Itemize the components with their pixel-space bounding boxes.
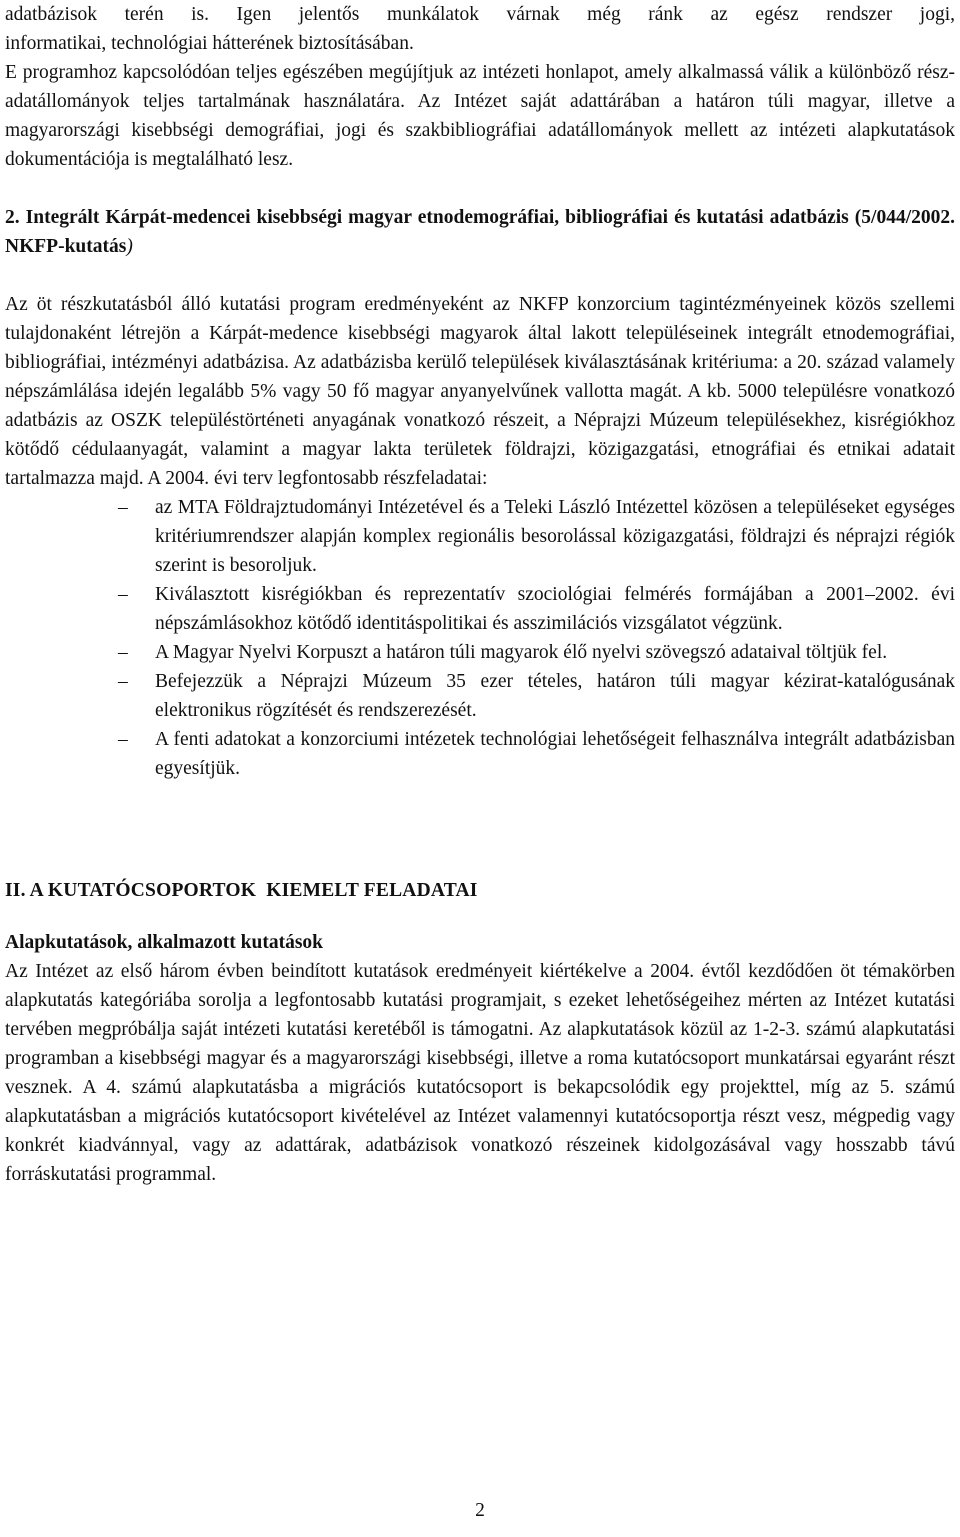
list-item-text: Befejezzük a Néprajzi Múzeum 35 ezer tételes, határon túli magyar kézirat-katalógusának elektronikus rögzítését és rendszerezését. (155, 671, 955, 721)
list-item (5, 638, 955, 667)
dash-bullet-icon: – (118, 671, 128, 692)
section-2-heading-close: ) (126, 236, 133, 257)
chapter-2-heading: II. A KUTATÓCSOPORTOK KIEMELT FELADATAI (5, 880, 478, 901)
list-item-text: A Magyar Nyelvi Korpuszt a határon túli magyarok élő nyelvi szövegszó adataival töltjük fel. (155, 642, 888, 663)
chapter-2-subheading: Alapkutatások, alkalmazott kutatások (5, 932, 324, 953)
list-item (5, 725, 955, 783)
page-number: 2 (475, 1500, 485, 1521)
list-item (5, 667, 955, 725)
intro-paragraph-1-line-1: adatbázisok terén is. Igen jelentős munkálatok várnak még ránk az egész rendszer jogi, (5, 4, 955, 25)
document-page (5, 0, 955, 1189)
list-item (5, 493, 955, 580)
section-2-heading-bold: 2. Integrált Kárpát-medencei kisebbségi magyar etnodemográfiai, bibliográfiai és kutatási adatbázis (5/044/2002. NKFP-kutatás (5, 207, 955, 257)
dash-bullet-icon: – (118, 584, 128, 605)
section-2-heading (5, 203, 955, 261)
dash-bullet-icon: – (118, 642, 128, 663)
list-item-text: az MTA Földrajztudományi Intézetével és a Teleki László Intézettel közösen a településeket egységes kritériumrendszer alapján komplex regionális besorolással közigazgatási, földrajzi és néprajzi régiók szerint is besoroljuk. (155, 497, 955, 576)
list-item-text: A fenti adatokat a konzorciumi intézetek technológiai lehetőségeit felhasználva integrált adatbázisban egyesítjük. (155, 729, 955, 779)
chapter-2-body: Az Intézet az első három évben beindított kutatások eredményeit kiértékelve a 2004. évtől kezdődően öt témakörben alapkutatás kategóriába sorolja a legfontosabb kutatási programjait, s ezeket lehetőségeihez mérten az Intézet kutatási tervében megpróbálja saját intézeti kutatási keretéből is támogatni. Az alapkutatások közül az 1-2-3. számú alapkutatási programban a kisebbségi magyar és a magyarországi kisebbségi, illetve a roma kutatócsoport munkatársai egyaránt részt vesznek. A 4. számú alapkutatásba a migrációs kutatócsoport is bekapcsolódik egy projekttel, míg az 5. számú alapkutatásban a migrációs kutatócsoport kivételével az Intézet valamennyi kutatócsoportja részt vesz, mégpedig vagy konkrét kiadvánnyal, vagy az adattárak, adatbázisok vonatkozó részeinek kidolgozásával vagy hosszabb távú forráskutatási programmal. (5, 961, 955, 1185)
intro-paragraph-1-line-2: informatikai, technológiai hátterének biztosításában. (5, 33, 414, 54)
intro-paragraph-2: E programhoz kapcsolódóan teljes egészében megújítjuk az intézeti honlapot, amely alkalmassá válik a különböző rész-adatállományok teljes tartalmának használatára. Az Intézet saját adattárában a határon túli magyar, illetve a magyarországi kisebbségi demográfiai, jogi és szakbibliográfiai adatállományok mellett az intézeti alapkutatások dokumentációja is megtalálható lesz. (5, 62, 955, 170)
list-item (5, 580, 955, 638)
dash-bullet-icon: – (118, 729, 128, 750)
dash-bullet-icon: – (118, 497, 128, 518)
section-2-body: Az öt részkutatásból álló kutatási program eredményeként az NKFP konzorcium tagintézményeinek közös szellemi tulajdonaként létrejön a Kárpát-medence kisebbségi magyarok által lakott településeinek integrált etnodemográfiai, bibliográfiai, intézményi adatbázisa. Az adatbázisba kerülő települések kiválasztásának kritériuma: a 20. század valamely népszámlálása idején legalább 5% vagy 50 fő magyar anyanyelvűnek vallotta magát. A kb. 5000 településre vonatkozó adatbázis az OSZK településtörténeti anyagának vonatkozó részeit, a Néprajzi Múzeum településekhez, kisrégiókhoz kötődő cédulaanyagát, valamint a magyar lakta területek földrajzi, közigazgatási, etnográfiai és etnikai adatait tartalmazza majd. A 2004. évi terv legfontosabb részfeladatai: (5, 294, 955, 489)
section-2-task-list (5, 493, 955, 783)
list-item-text: Kiválasztott kisrégiókban és reprezentatív szociológiai felmérés formájában a 2001–2002. évi népszámlásokhoz kötődő identitáspolitikai és asszimilációs vizsgálatot végzünk. (155, 584, 955, 634)
